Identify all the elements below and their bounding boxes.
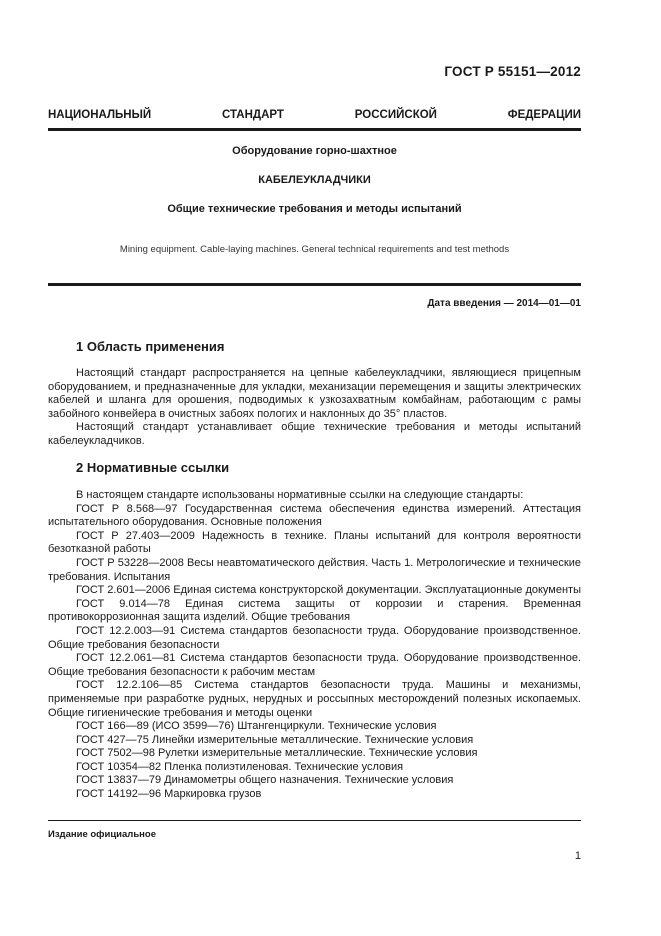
reference-item: ГОСТ Р 8.568—97 Государственная система обеспечения единства измерений. Аттестация испытательного оборудования. Основные положения: [48, 502, 581, 529]
reference-item: ГОСТ 13837—79 Динамометры общего назначения. Технические условия: [76, 774, 454, 787]
introduction-date: Дата введения — 2014—01—01: [427, 298, 581, 309]
reference-item: ГОСТ 427—75 Линейки измерительные металлические. Технические условия: [76, 733, 474, 746]
footer-divider: [48, 820, 581, 821]
banner-word: СТАНДАРТ: [221, 109, 284, 121]
title-line-2: КАБЕЛЕУКЛАДЧИКИ: [258, 174, 371, 186]
section-1-paragraph: Настоящий стандарт устанавливает общие технические требования и методы испытаний кабелеукладчиков.: [48, 421, 581, 447]
banner-word: РОССИЙСКОЙ: [354, 109, 437, 121]
reference-item: ГОСТ 14192—96 Маркировка грузов: [76, 788, 262, 801]
official-edition-label: Издание официальное: [48, 829, 156, 840]
reference-item: ГОСТ 12.2.061—81 Система стандартов безопасности труда. Оборудование производственное. Общие требования безопасности к рабочим местам: [48, 652, 581, 678]
section-1-heading: 1 Область применения: [76, 339, 225, 354]
banner-word: НАЦИОНАЛЬНЫЙ: [48, 109, 152, 121]
reference-item: ГОСТ 12.2.003—91 Система стандартов безопасности труда. Оборудование производственное. Общие требования безопасности: [48, 624, 581, 651]
reference-item: ГОСТ 10354—82 Пленка полиэтиленовая. Технические условия: [76, 760, 404, 773]
header-divider: [48, 128, 581, 131]
document-number: ГОСТ Р 55151—2012: [444, 64, 581, 79]
reference-item: ГОСТ 166—89 (ИСО 3599—76) Штангенциркули. Технические условия: [76, 720, 437, 733]
reference-item: ГОСТ 9.014—78 Единая система защиты от коррозии и старения. Временная противокоррозионная защита изделий. Общие требования: [48, 597, 581, 624]
title-divider: [48, 283, 581, 286]
title-line-1: Оборудование горно-шахтное: [232, 145, 397, 157]
section-1-paragraph: Настоящий стандарт распространяется на цепные кабелеукладчики, являющиеся прицепным оборудованием, и предназначенные для укладки, механизации перемещения и защиты электрических кабелей и шланга для орошения, подводимых к узкозахватным комбайнам, работающим с рамы забойного конвейера в очистных забоях пологих и наклонных до 35° пластов.: [48, 367, 581, 420]
national-standard-banner: [48, 109, 581, 121]
section-1-body: [48, 367, 581, 449]
reference-item: ГОСТ Р 53228—2008 Весы неавтоматического действия. Часть 1. Метрологические и технические требования. Испытания: [48, 556, 581, 583]
section-2-heading: 2 Нормативные ссылки: [76, 460, 230, 475]
references-intro: В настоящем стандарте использованы нормативные ссылки на следующие стандарты:: [76, 489, 524, 501]
reference-item: ГОСТ 2.601—2006 Единая система конструкторской документации. Эксплуатационные документы: [76, 584, 582, 597]
normative-references-list: [48, 489, 581, 802]
title-line-3: Общие технические требования и методы испытаний: [167, 203, 462, 215]
reference-item: ГОСТ 7502—98 Рулетки измерительные металлические. Технические условия: [76, 747, 478, 760]
reference-item: ГОСТ 12.2.106—85 Система стандартов безопасности труда. Машины и механизмы, применяемые при разработке рудных, нерудных и россыпных месторождений полезных ископаемых. Общие гигиенические требования и методы оценки: [48, 679, 581, 719]
page-number: 1: [574, 850, 581, 862]
reference-item: ГОСТ Р 27.403—2009 Надежность в технике. Планы испытаний для контроля вероятности безотказной работы: [48, 529, 581, 556]
banner-word: ФЕДЕРАЦИИ: [507, 109, 581, 121]
title-english: Mining equipment. Cable-laying machines. General technical requirements and test methods: [119, 244, 510, 255]
